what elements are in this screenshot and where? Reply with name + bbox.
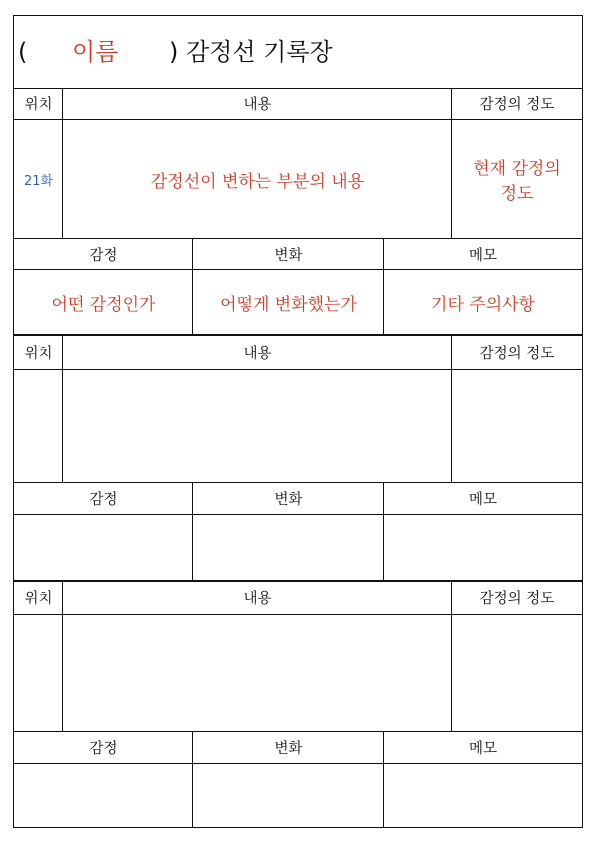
position-header: 위치 [24, 591, 53, 607]
memo-cell[interactable] [384, 515, 582, 580]
memo-header: 메모 [468, 247, 497, 264]
page-title: 감정선 기록장 [186, 38, 333, 66]
title-paren-close: ) [169, 38, 179, 66]
degree-cell[interactable] [452, 615, 582, 731]
change-cell[interactable] [193, 515, 384, 580]
content-cell[interactable] [63, 370, 452, 482]
entry-block-3 [14, 581, 582, 827]
degree-cell[interactable] [452, 370, 582, 482]
content-header: 내용 [243, 345, 272, 362]
position-header: 위치 [24, 97, 53, 113]
memo-cell[interactable]: 기타 주의사항 [431, 294, 535, 315]
position-cell[interactable] [14, 370, 63, 482]
emotion-header: 감정 [89, 247, 118, 264]
emotion-cell[interactable] [14, 515, 193, 580]
entry-block-1 [14, 88, 582, 335]
title-row [14, 16, 582, 89]
name-field[interactable]: 이름 [72, 38, 119, 66]
emotion-cell[interactable] [14, 764, 193, 826]
degree-cell[interactable]: 현재 감정의 정도 [473, 159, 561, 204]
degree-header: 감정의 정도 [479, 345, 555, 362]
memo-header: 메모 [468, 492, 497, 508]
content-header: 내용 [243, 591, 272, 607]
position-header: 위치 [24, 345, 53, 362]
position-cell[interactable] [14, 615, 63, 731]
change-cell[interactable] [193, 764, 384, 826]
change-header: 변화 [274, 247, 303, 264]
emotion-record-sheet [13, 15, 583, 828]
content-cell[interactable]: 감정선이 변하는 부분의 내용 [150, 171, 365, 192]
emotion-header: 감정 [89, 741, 118, 757]
entry-block-2 [14, 335, 582, 581]
degree-header: 감정의 정도 [479, 591, 555, 607]
change-header: 변화 [274, 492, 303, 508]
content-cell[interactable] [63, 615, 452, 731]
change-cell[interactable]: 어떻게 변화했는가 [220, 294, 357, 315]
degree-header: 감정의 정도 [479, 97, 555, 113]
memo-cell[interactable] [384, 764, 582, 826]
memo-header: 메모 [468, 741, 497, 757]
emotion-header: 감정 [89, 492, 118, 508]
emotion-cell[interactable]: 어떤 감정인가 [51, 294, 156, 315]
content-header: 내용 [243, 97, 272, 113]
change-header: 변화 [274, 741, 303, 757]
title-paren-open: ( [18, 38, 28, 66]
position-cell[interactable]: 21화 [23, 173, 54, 189]
